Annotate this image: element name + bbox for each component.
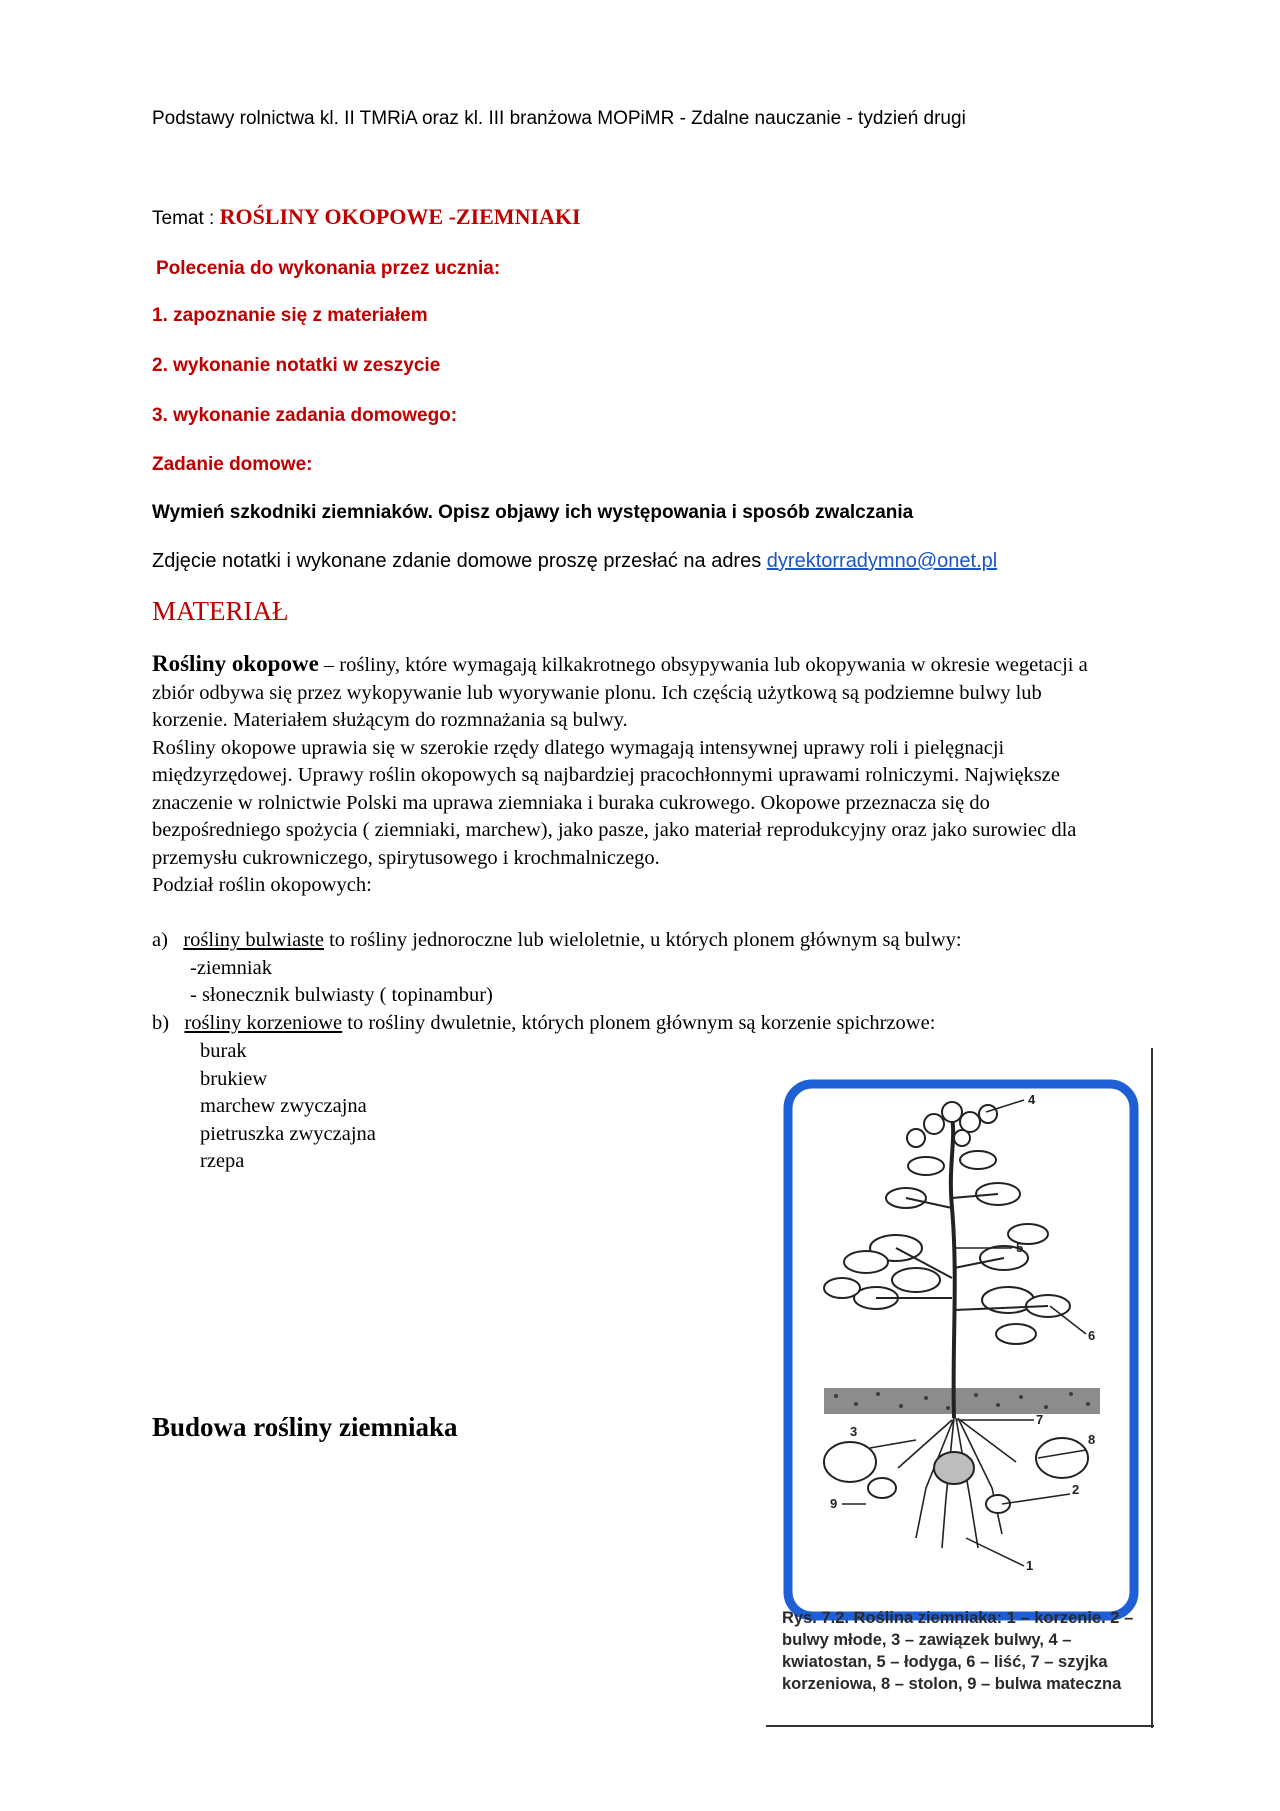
root-examples	[200, 1038, 376, 1176]
topic-line	[152, 204, 581, 230]
figure-number: 8	[1088, 1432, 1096, 1447]
material-heading: MATERIAŁ	[152, 596, 289, 626]
root-text: to rośliny dwuletnie, których plonem głównym są korzenie spichrzowe:	[342, 1011, 936, 1034]
topic-title: ROŚLINY OKOPOWE -ZIEMNIAKI	[219, 204, 581, 229]
root-example: rzepa	[200, 1150, 245, 1172]
figure-number: 5	[1016, 1240, 1024, 1255]
root-example: pietruszka zwyczajna	[200, 1122, 376, 1145]
definition-text: – rośliny, które wymagają kilkakrotnego obsypywania lub okopywania w okresie wegetacji a zbiór odbywa się przez wykopywanie lub wyorywanie plonu. Ich częścią użytkową są podziemne bulwy lub korzenie. Materiałem służącym do rozmnażania są bulwy.	[152, 654, 1088, 731]
root-example: burak	[200, 1040, 247, 1062]
material-body	[152, 650, 1112, 900]
figure-number: 6	[1088, 1328, 1096, 1343]
classification-list	[152, 927, 1112, 1037]
instruction-step-1: 1. zapoznanie się z materiałem	[152, 305, 428, 326]
soil-band	[824, 1388, 1100, 1414]
figure-number: 2	[1072, 1482, 1080, 1497]
mother-tuber	[934, 1452, 974, 1484]
topic-label: Temat :	[152, 208, 220, 229]
root-example: marchew zwyczajna	[200, 1095, 367, 1117]
figure-number: 9	[830, 1496, 838, 1511]
root-marker: b)	[152, 1011, 170, 1034]
instruction-step-3: 3. wykonanie zadania domowego:	[152, 405, 458, 426]
tuber-text: to rośliny jednoroczne lub wieloletnie, u których plonem głównym są bulwy:	[323, 929, 962, 951]
root-term: rośliny korzeniowe	[184, 1011, 343, 1034]
tuber-item	[152, 927, 1112, 955]
root-item	[152, 1010, 1112, 1038]
tuber-example-2: - słonecznik bulwiasty ( topinambur)	[190, 984, 493, 1006]
division-title: Podział roślin okopowych:	[152, 874, 372, 896]
figure-caption: Rys. 7.2. Roślina ziemniaka: 1 – korzenie. 2 – bulwy młode, 3 – zawiązek bulwy, 4 – kwiatostan, 5 – łodyga, 6 – liść, 7 – szyjka korzeniowa, 8 – stolon, 9 – bulwa mateczna	[782, 1609, 1134, 1693]
figure-number: 1	[1026, 1558, 1034, 1573]
figure-number: 4	[1028, 1092, 1036, 1107]
submission-line	[152, 550, 997, 573]
figure-number: 3	[850, 1424, 858, 1439]
figure-number: 7	[1036, 1412, 1044, 1427]
instructions-title: Polecenia do wykonania przez ucznia:	[156, 258, 501, 279]
tuber-marker: a)	[152, 929, 168, 951]
tuber-term: rośliny bulwiaste	[183, 929, 324, 951]
document-header: Podstawy rolnictwa kl. II TMRiA oraz kl. III branżowa MOPiMR - Zdalne nauczanie - tydzień drugi	[152, 108, 966, 129]
homework-label: Zadanie domowe:	[152, 454, 313, 475]
definition-paragraph	[152, 650, 1112, 735]
submission-text: Zdjęcie notatki i wykonane zdanie domowe proszę przesłać na adres	[152, 550, 767, 572]
instruction-step-2: 2. wykonanie notatki w zeszycie	[152, 355, 441, 376]
plant-structure-heading: Budowa rośliny ziemniaka	[152, 1412, 458, 1442]
email-link[interactable]: dyrektorradymno@onet.pl	[766, 550, 998, 572]
root-example: brukiew	[200, 1067, 268, 1090]
homework-text: Wymień szkodniki ziemniaków. Opisz objawy ich występowania i sposób zwalczania	[152, 502, 914, 523]
usage-paragraph: Rośliny okopowe uprawia się w szerokie rzędy dlatego wymagają intensywnej uprawy roli i pielęgnacji międzyrzędowej. Uprawy roślin okopowych są najbardziej pracochłonnymi uprawami rolniczymi. Największe znaczenie w rolnictwie Polski ma uprawa ziemniaka i buraka cukrowego. Okopowe przeznacza się do bezpośredniego spożycia ( ziemniaki, marchew), jako pasze, jako materiał reprodukcyjny oraz jako surowiec dla przemysłu cukrowniczego, spirytusowego i krochmalniczego.	[152, 736, 1077, 869]
definition-term: Rośliny okopowe	[152, 651, 319, 676]
tuber-example-1: -ziemniak	[190, 956, 272, 979]
